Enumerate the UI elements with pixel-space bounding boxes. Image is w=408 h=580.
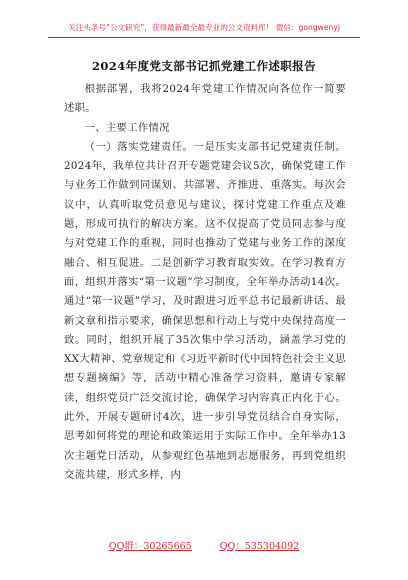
footer-contact <box>0 538 408 552</box>
footer-qq: QQ：535304092 <box>219 541 300 552</box>
paragraph-intro: 根据部署，我将2024年党建工作情况向各位作一简要述职。 <box>64 83 346 115</box>
header-banner: 关注头条号“公文研究”，获得最新最全最专业的公文资料库！ 微信：gongwenyj <box>68 23 340 32</box>
paragraph-body: （一）落实党建责任。一是压实支部书记党建责任制。2024年，我单位共计召开专题党建会议5次，确保党建工作与业务工作做到同谋划、共部署、齐推进、重落实。每次会议中，认真听取党员意见与建议，探讨党建工作重点及难题，形成可执行的解决方案。这不仅提高了党员同志参与度与对党建工作的重视，同时也推动了党建与业务工作的深度融合、相互促进。二是创新学习教育取实效。在学习教育方面，组织并落实“第一议题”学习制度，全年举办活动14次。通过“第一议题”学习，及时跟进习近平总书记最新讲话、最新文章和指示要求，确保思想和行动上与党中央保持高度一致。同时，组织开展了35次集中学习活动，涵盖学习党的XX大精神、党章规定和《习近平新时代中国特色社会主义思想专题摘编》等，活动中精心准备学习资料，邀请专家解读，组织党员广泛交流讨论，确保学习内容真正内化于心。此外，开展专题研讨4次，进一步引导党员结合自身实际，思考如何将党的理论和政策运用于实际工作中。全年举办13次主题党日活动，从参观红色基地到志愿服务，再到党组织交流共建，形式多样，内 <box>64 140 346 481</box>
section-heading: 一、主要工作情况 <box>84 121 170 134</box>
document-body <box>64 80 346 485</box>
document-title: 2024年度党支部书记抓党建工作述职报告 <box>91 59 316 73</box>
footer-qq-group: QQ群：30265665 <box>108 541 192 552</box>
header-divider <box>48 37 360 38</box>
